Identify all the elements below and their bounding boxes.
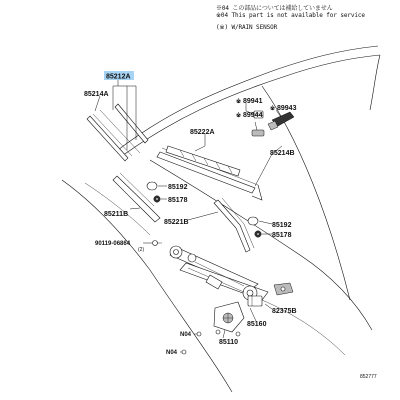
label-85178-a: 85178 (168, 197, 188, 204)
label-85192-b: 85192 (272, 222, 292, 229)
label-85160: 85160 (247, 321, 267, 328)
note-rain-sensor: (※) W/RAIN SENSOR (216, 24, 278, 31)
nut-85178-b (255, 231, 261, 237)
label-star-89941: ※ (236, 99, 242, 105)
label-89943: 89943 (277, 105, 297, 112)
grommet-82375B (274, 283, 293, 295)
label-85221B: 85221B (164, 219, 189, 226)
label-85212A: 85212A (106, 73, 131, 81)
label-85178-b: 85178 (272, 232, 292, 239)
connector-85160 (248, 296, 262, 306)
wiper-motor-85110 (214, 302, 244, 336)
label-ref-code: 852777 (360, 374, 377, 380)
rain-sensor-89943 (268, 112, 294, 130)
cap-85192-a (147, 182, 157, 190)
nut-85178-a (154, 196, 160, 202)
label-85214A: 85214A (84, 91, 109, 98)
label-85211B: 85211B (104, 211, 129, 218)
bolt-N04-b (182, 350, 186, 354)
label-85110: 85110 (219, 339, 239, 346)
label-N04-b: N04 (166, 350, 178, 356)
note-line-jp: ※04 この部品については補給していません (216, 5, 333, 12)
note-line-en: ※04 This part is not available for service (216, 12, 365, 19)
bolt-N04-a (197, 332, 201, 336)
label-85214B: 85214B (270, 150, 295, 157)
rain-sensor-89944 (252, 130, 264, 136)
label-85222A: 85222A (190, 129, 215, 136)
wiper-linkage (170, 246, 268, 300)
label-85192-a: 85192 (168, 184, 188, 191)
label-82375B: 82375B (272, 308, 297, 315)
label-qty-2: (2) (138, 247, 145, 253)
wiper-blade-85214B (157, 146, 262, 200)
label-90119: 90119-06864 (95, 241, 131, 247)
wiper-arm-85221B (214, 198, 254, 252)
cap-85192-b (248, 217, 258, 225)
label-89944: 89944 (243, 112, 263, 119)
wiper-blade-85214A (87, 104, 148, 161)
label-star-89944: ※ (236, 113, 242, 119)
label-N04-a: N04 (180, 332, 192, 338)
bolt-90119 (153, 241, 163, 246)
label-89941: 89941 (243, 98, 263, 105)
label-star-89943: ※ (270, 106, 276, 112)
